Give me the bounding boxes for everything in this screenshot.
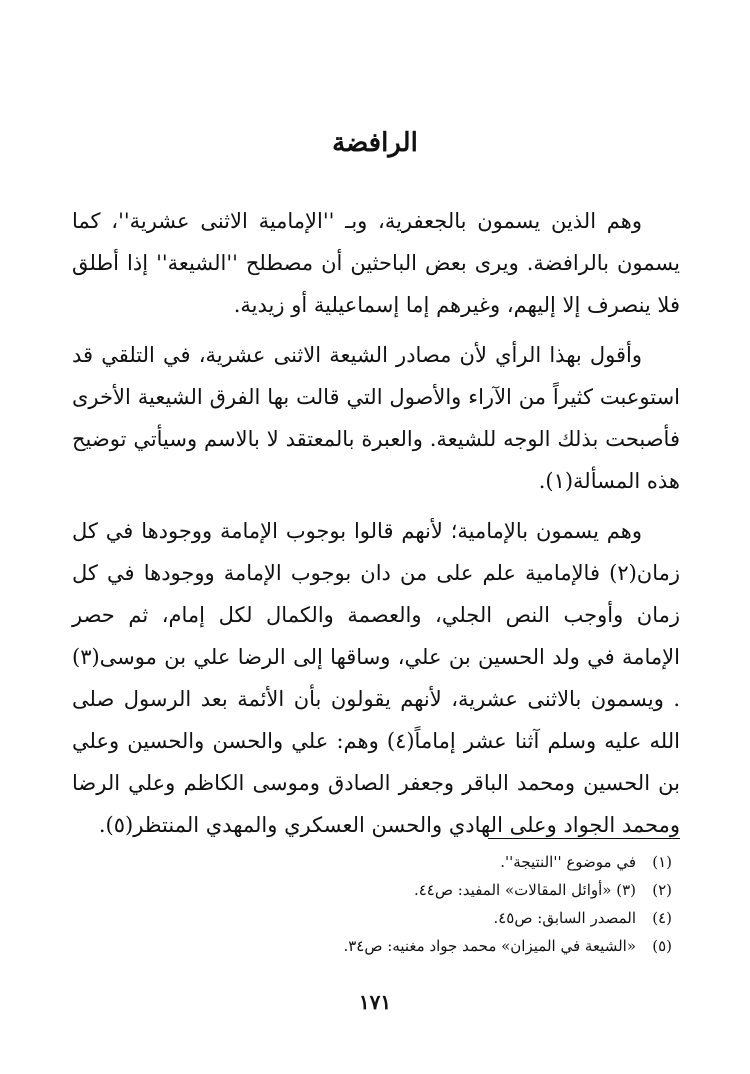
paragraph-1 <box>72 200 680 326</box>
footnote-number: (٥) <box>652 937 672 955</box>
paragraph-3 <box>72 510 680 846</box>
text-line: إذا أطلق فلا ينصرف إلا إليهم، وغيرهم إما إسماعيلية أو زيدية. <box>72 251 680 317</box>
text-line: في كل زمان(٢) فالإمامية علم على من دان بوجوب الإمامة ووجودها <box>72 519 681 585</box>
footnote-text: في موضوع ''النتيجة''. <box>500 853 636 871</box>
text-line: قد استوعبت كثيراً من الآراء والأصول التي قالت بها الفرق الشيعية <box>72 343 680 409</box>
footnotes <box>72 848 672 960</box>
footnote-2 <box>72 876 672 904</box>
footnote-text: «الشيعة في الميزان» محمد جواد مغنيه: ص٣٤. <box>343 937 636 955</box>
chapter-title-text: الرافضة <box>332 128 418 158</box>
text-line: حصر الإمامة في ولد الحسين بن علي، وساقها إلى الرضا علي بن <box>72 603 680 669</box>
text-line: وهم الذين يسمون بالجعفرية، وبـ ''الإمامية الاثنى عشرية''، <box>111 209 642 233</box>
text-line: وأقول بهذا الرأي لأن مصادر الشيعة الاثنى عشرية، في التلقي <box>101 343 642 367</box>
text-line: الكاظم وعلي الرضا ومحمد الجواد وعلى الهادي والحسن العسكري <box>72 771 680 837</box>
footnote-number: (١) <box>652 853 672 871</box>
footnote-4 <box>72 932 672 960</box>
paragraph-2 <box>72 334 680 502</box>
footnote-divider <box>488 838 680 839</box>
main-text <box>72 200 680 846</box>
text-line: والحسين وعلي بن الحسين ومحمد الباقر وجعفر الصادق وموسى <box>72 729 680 795</box>
footnote-text: المصدر السابق: ص٤٥. <box>493 909 636 927</box>
footnote-number: (٤) <box>652 909 672 927</box>
text-line: موسى(٣) . ويسمون بالاثنى عشرية، لأنهم يقولون بأن الأئمة بعد <box>72 645 680 711</box>
text-line: وسيأتي توضيح هذه المسألة(١). <box>72 427 680 493</box>
footnote-number: (٢) <box>652 881 672 899</box>
text-line: والمهدي المنتظر(٥). <box>98 813 278 837</box>
chapter-title <box>0 128 750 158</box>
text-line: كما يسمون بالرافضة. ويرى بعض الباحثين أن مصطلح ''الشيعة'' <box>72 209 680 275</box>
text-line: في كل زمان وأوجب النص الجلي، والعصمة والكمال لكل إمام، ثم <box>72 561 680 627</box>
text-line: الرسول صلى الله عليه وسلم آثنا عشر إماماً(٤) وهم: علي والحسن <box>72 687 680 753</box>
footnote-1 <box>72 848 672 876</box>
page-number: ١٧١ <box>358 990 392 1014</box>
text-line: الأخرى فأصبحت بذلك الوجه للشيعة. والعبرة بالمعتقد لا بالاسم <box>72 385 680 451</box>
footnote-text: (٣) «أوائل المقالات» المفيد: ص٤٤. <box>413 881 636 899</box>
text-line: وهم يسمون بالإمامية؛ لأنهم قالوا بوجوب الإمامة ووجودها <box>141 519 642 543</box>
footnote-3 <box>72 904 672 932</box>
